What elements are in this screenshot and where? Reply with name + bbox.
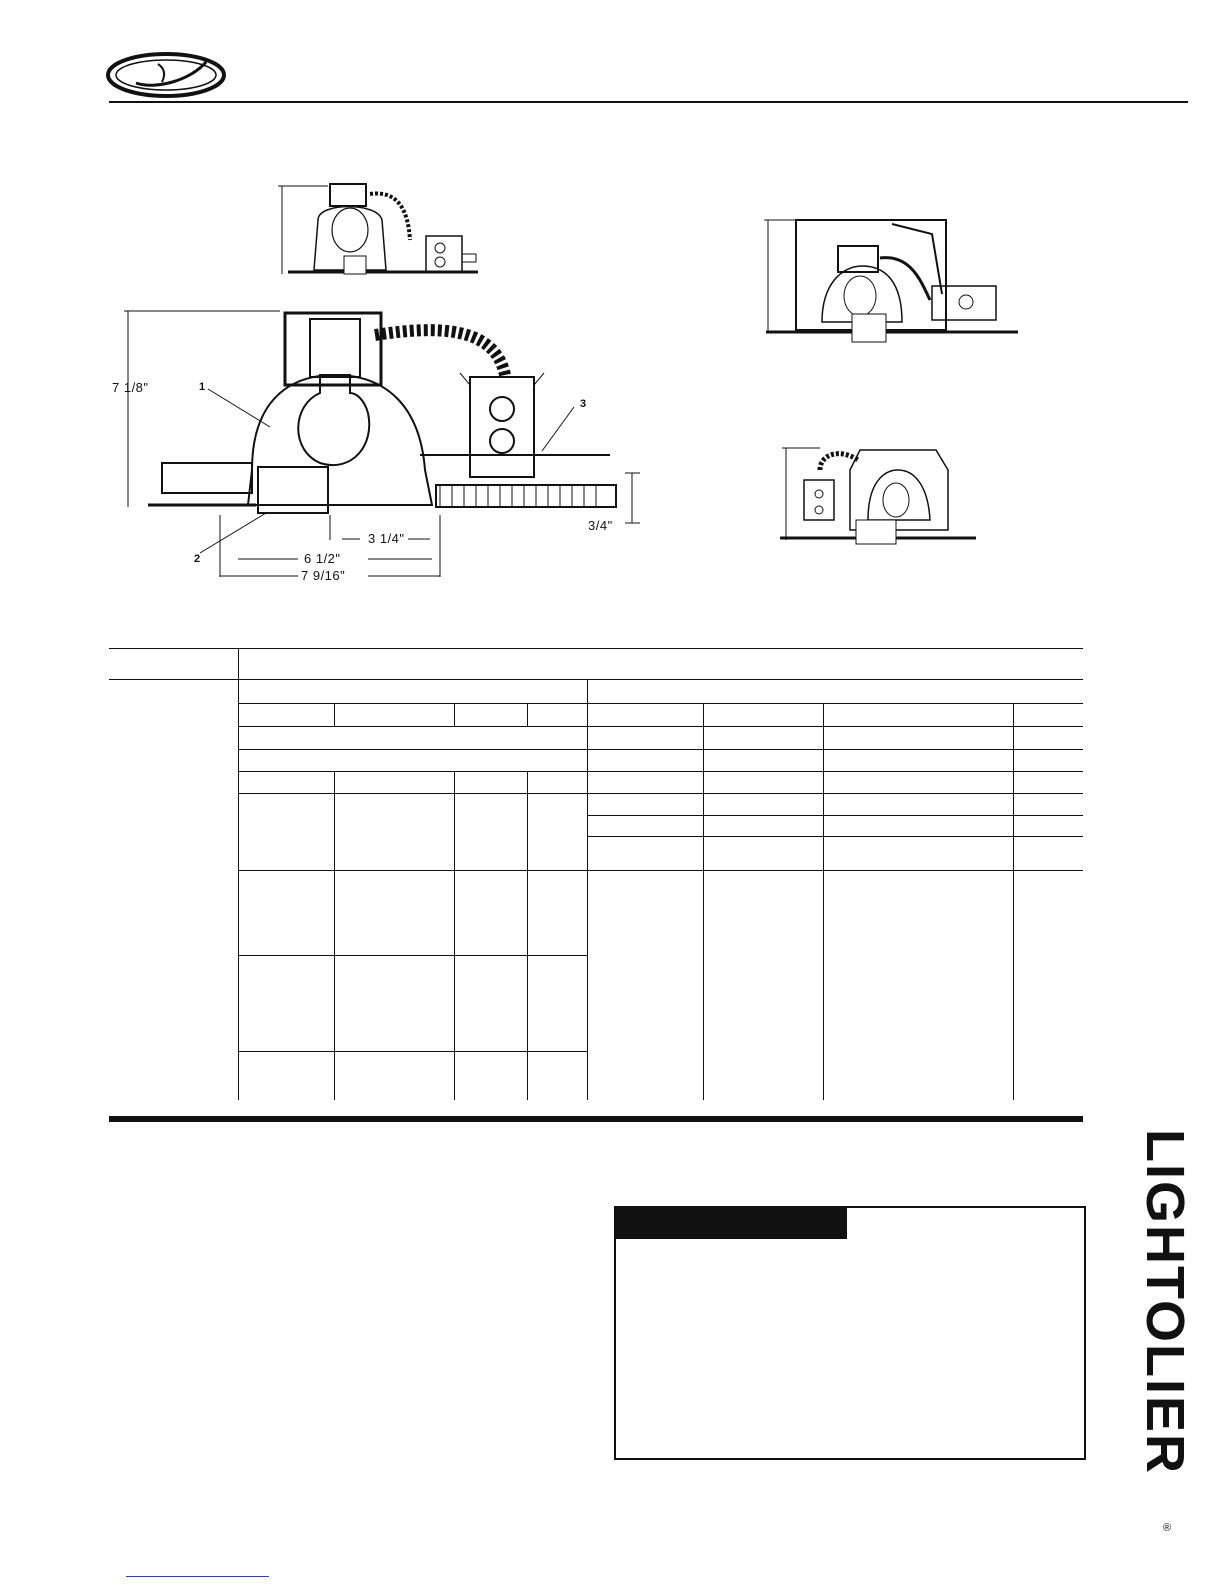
- lightolier-wordmark: [1135, 1082, 1195, 1522]
- table-rule: [109, 679, 1083, 680]
- table-rule: [587, 836, 1083, 837]
- registered-mark: ®: [1163, 1522, 1172, 1534]
- wordmark-text: LIGHTOLIER: [1135, 1128, 1195, 1476]
- table-rule: [238, 870, 1083, 871]
- table-rule: [238, 955, 587, 956]
- table-col-rule: [703, 703, 704, 1100]
- table-col-rule: [334, 703, 335, 727]
- table-rule: [587, 815, 1083, 816]
- dim-trim: 6 1/2": [304, 551, 341, 566]
- dim-height: 7 1/8": [112, 380, 149, 395]
- callout-2: 2: [194, 553, 201, 565]
- note-box-header: [616, 1208, 847, 1239]
- dim-aperture: 3 1/4": [368, 531, 405, 546]
- table-rule: [238, 771, 1083, 772]
- table-col-rule: [454, 703, 455, 727]
- table-rule: [109, 648, 1083, 649]
- note-box: [614, 1206, 1086, 1460]
- footer-link-underline[interactable]: [126, 1576, 269, 1577]
- table-col-rule: [454, 771, 455, 1100]
- table-rule: [238, 1051, 587, 1052]
- callout-1: 1: [199, 381, 206, 393]
- dim-ceiling: 3/4": [588, 518, 613, 533]
- table-col-rule: [1013, 703, 1014, 1100]
- table-rule: [238, 703, 1083, 704]
- table-col-rule: [587, 679, 588, 1100]
- lightolier-logo-icon: [106, 50, 226, 100]
- table-col-rule: [334, 771, 335, 1100]
- header-rule: [109, 101, 1188, 103]
- table-rule: [238, 726, 1083, 727]
- housing-in-sloped-enclosure-view-icon: [780, 440, 980, 550]
- housing-in-ceiling-enclosure-view-icon: [762, 214, 1022, 344]
- table-col-rule: [527, 771, 528, 1100]
- dim-overall: 7 9/16": [301, 568, 346, 583]
- section-divider: [109, 1116, 1083, 1122]
- table-col-rule: [823, 703, 824, 1100]
- recessed-downlight-housing-side-view-icon: [278, 180, 498, 280]
- table-col-rule: [238, 648, 239, 1100]
- table-rule: [238, 793, 1083, 794]
- callout-3: 3: [580, 398, 587, 410]
- table-rule: [238, 749, 1083, 750]
- table-col-rule: [527, 703, 528, 727]
